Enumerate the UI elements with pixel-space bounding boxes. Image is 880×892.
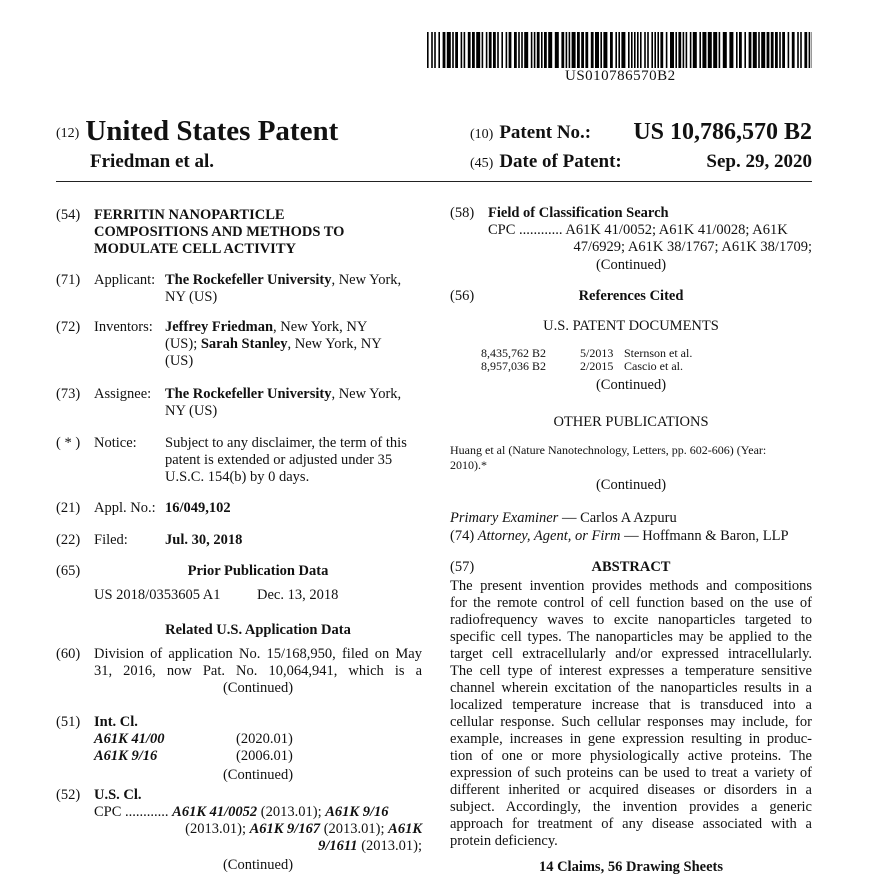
barcode-bar <box>443 32 446 68</box>
inventors-short: Friedman et al. <box>90 151 215 172</box>
publication-line: 2010).* <box>450 458 487 472</box>
barcode-bar <box>537 32 540 68</box>
barcode-bar <box>427 32 429 68</box>
section-appl-no <box>56 500 422 518</box>
code-51: (51) <box>56 714 81 730</box>
abstract-line: specific cell types. The nanoparticles may be applied to the <box>450 629 812 645</box>
barcode-bar <box>683 32 685 68</box>
barcode-bar <box>753 32 757 68</box>
barcode-bar <box>434 32 436 68</box>
abstract-line: tion of one or more physiologically active proteins. The <box>450 748 812 764</box>
patent-number-line <box>470 122 591 144</box>
section-int-cl <box>56 714 422 784</box>
filed-value: Jul. 30, 2018 <box>165 532 243 548</box>
field-search-line: CPC ............ A61K 41/0052; A61K 41/0028; A61K <box>488 222 788 238</box>
code-12: (12) <box>56 126 80 141</box>
barcode-bar <box>660 32 663 68</box>
barcode-bar <box>621 32 625 68</box>
patent-number-label: Patent No.: <box>499 122 592 143</box>
section-prior-pub <box>56 563 422 581</box>
section-title <box>56 207 422 257</box>
abstract-line: localized temperature increase that is transduced into a <box>450 697 812 713</box>
field-search-continued: (Continued) <box>595 257 667 273</box>
barcode-bar <box>804 32 807 68</box>
prior-pub-number: US 2018/0353605 A1 <box>94 587 221 603</box>
barcode-bar <box>577 32 580 68</box>
field-search-heading: Field of Classification Search <box>488 205 669 221</box>
notice-line: patent is extended or adjusted under 35 <box>165 452 393 468</box>
barcode-bar <box>699 32 701 68</box>
barcode-bar <box>618 32 620 68</box>
barcode-bar <box>723 32 727 68</box>
cpc-year: (2013.01); <box>185 821 250 837</box>
barcode-bar <box>472 32 475 68</box>
barcode-bar <box>782 32 785 68</box>
barcode-bar <box>544 32 547 68</box>
abstract-heading: ABSTRACT <box>591 559 671 575</box>
inventor-location: , New York, NY <box>273 319 368 335</box>
barcode-bar <box>657 32 659 68</box>
applicant-value <box>165 272 401 306</box>
us-cl-heading: U.S. Cl. <box>94 787 142 803</box>
barcode-bar <box>651 32 653 68</box>
barcode-bar <box>486 32 488 68</box>
barcode-bar <box>585 32 588 68</box>
section-applicant <box>56 272 422 308</box>
inventor-country: (US); <box>165 336 201 352</box>
cpc-class: A61K <box>388 821 422 837</box>
assignee-country: NY (US) <box>165 403 218 419</box>
section-abstract <box>450 559 812 577</box>
barcode-bar <box>431 32 433 68</box>
code-74: (74) <box>450 528 475 544</box>
barcode-bar <box>779 32 781 68</box>
int-cl-continued: (Continued) <box>222 767 294 783</box>
abstract-line: protein deficiency. <box>450 833 558 849</box>
barcode-bar <box>775 32 778 68</box>
code-65: (65) <box>56 563 81 579</box>
barcode-bar <box>461 32 463 68</box>
date-of-patent: Sep. 29, 2020 <box>706 151 812 172</box>
cpc-class: 9/1611 <box>318 838 358 854</box>
barcode-bar <box>739 32 742 68</box>
citation-number: 8,435,762 B2 <box>481 346 547 360</box>
barcode-bar <box>758 32 760 68</box>
inventor-location: , New York, NY <box>287 336 382 352</box>
barcode-bar <box>476 32 480 68</box>
code-60: (60) <box>56 646 81 662</box>
patent-number: US 10,786,570 B2 <box>633 119 812 145</box>
header-divider <box>56 181 812 182</box>
barcode-bar <box>493 32 496 68</box>
examiner-name: — Carlos A Azpuru <box>558 510 677 526</box>
barcode-bar <box>534 32 536 68</box>
section-field-search <box>450 205 812 275</box>
related-continued: (Continued) <box>222 680 294 696</box>
related-text <box>94 646 422 680</box>
primary-examiner <box>450 510 677 527</box>
barcode-bar <box>631 32 633 68</box>
prior-pub-date: Dec. 13, 2018 <box>257 587 339 603</box>
code-72: (72) <box>56 319 81 335</box>
applicant-location: , New York, <box>331 272 402 288</box>
section-related <box>56 646 422 698</box>
barcode-bar <box>569 32 571 68</box>
assignee-name: The Rockefeller University <box>165 386 332 402</box>
barcode-bar <box>708 32 712 68</box>
cpc-class: A61K 9/167 <box>249 821 321 837</box>
patent-title-heading: United States Patent <box>85 115 339 147</box>
us-cl-line1 <box>94 804 422 821</box>
barcode-bar <box>719 32 721 68</box>
other-publications-continued: (Continued) <box>595 477 667 493</box>
barcode-bar <box>686 32 688 68</box>
barcode-bar <box>555 32 559 68</box>
notice-line: Subject to any disclaimer, the term of this <box>165 435 407 451</box>
other-publication <box>450 443 812 473</box>
barcode-bar <box>693 32 697 68</box>
abstract-line: cellular response. Such cellular responses may include, for <box>450 714 812 730</box>
us-cl-continued: (Continued) <box>222 857 294 873</box>
barcode-bar <box>455 32 458 68</box>
barcode-bar <box>615 32 617 68</box>
inventors-label: Inventors: <box>94 319 153 335</box>
barcode-bar <box>644 32 646 68</box>
abstract-line: The cell type of interest expresses a temperature sensitive <box>450 663 812 679</box>
notice-text <box>165 435 407 486</box>
date-of-patent-label: Date of Patent: <box>499 151 622 172</box>
barcode-bar <box>497 32 499 68</box>
barcode-bar <box>670 32 674 68</box>
assignee-location: , New York, <box>331 386 402 402</box>
citation-date: 5/2013 <box>580 346 614 360</box>
barcode-bar <box>468 32 471 68</box>
inventor-name: Sarah Stanley <box>200 336 288 352</box>
date-of-patent-line <box>470 151 622 173</box>
barcode-bar <box>800 32 802 68</box>
barcode-image <box>427 32 812 68</box>
barcode-bar <box>637 32 639 68</box>
applicant-name: The Rockefeller University <box>165 272 332 288</box>
cpc-class: A61K 9/16 <box>325 804 389 820</box>
code-57: (57) <box>450 559 475 575</box>
barcode-bar <box>566 32 568 68</box>
barcode-bar <box>541 32 543 68</box>
cpc-label: CPC ............ <box>94 804 169 820</box>
us-patent-documents-heading: U.S. PATENT DOCUMENTS <box>543 318 719 334</box>
section-assignee <box>56 386 422 422</box>
barcode-bar <box>736 32 738 68</box>
barcode-bar <box>797 32 799 68</box>
applicant-country: NY (US) <box>165 289 218 305</box>
barcode-bar <box>654 32 656 68</box>
int-cl-version: (2006.01) <box>236 748 293 764</box>
section-inventors <box>56 319 422 371</box>
barcode-bar <box>482 32 484 68</box>
barcode-bar <box>464 32 466 68</box>
citation-name: Cascio et al. <box>624 359 683 373</box>
code-54: (54) <box>56 207 81 223</box>
field-search-line: 47/6929; A61K 38/1767; A61K 38/1709; <box>573 239 812 255</box>
barcode-bar <box>744 32 746 68</box>
code-56: (56) <box>450 288 475 304</box>
us-cl-line3 <box>167 838 422 855</box>
claims-summary: 14 Claims, 56 Drawing Sheets <box>538 859 724 875</box>
barcode-bar <box>610 32 613 68</box>
barcode-bar <box>788 32 790 68</box>
abstract-text <box>450 578 812 850</box>
int-cl-class: A61K 41/00 <box>94 731 165 747</box>
section-us-cl <box>56 787 422 877</box>
appl-no-value: 16/049,102 <box>165 500 231 516</box>
barcode-bar <box>666 32 668 68</box>
title-line: COMPOSITIONS AND METHODS TO <box>94 224 345 240</box>
barcode-bar <box>518 32 520 68</box>
applicant-label: Applicant: <box>94 272 156 288</box>
barcode-bar <box>729 32 733 68</box>
barcode-bar <box>809 32 811 68</box>
abstract-line: target cell extracellularly and/or expressed intracellularly. <box>450 646 812 662</box>
attorney-label: Attorney, Agent, or Firm <box>477 528 621 544</box>
patent-title <box>94 207 344 258</box>
examiner-label: Primary Examiner <box>450 510 559 526</box>
barcode-bar <box>501 32 503 68</box>
barcode-bar <box>561 32 564 68</box>
publication-number: US010786570B2 <box>565 68 676 84</box>
barcode-bar <box>447 32 451 68</box>
barcode-bar <box>531 32 533 68</box>
code-notice: ( * ) <box>56 435 81 451</box>
barcode-bar <box>572 32 576 68</box>
abstract-line: example, increases in gene expression resulting in produc- <box>450 731 812 747</box>
assignee-label: Assignee: <box>94 386 152 402</box>
barcode-bar <box>771 32 774 68</box>
barcode-bar <box>591 32 594 68</box>
barcode-bar <box>702 32 706 68</box>
related-heading: Related U.S. Application Data <box>165 622 351 638</box>
title-line: FERRITIN NANOPARTICLE <box>94 207 285 223</box>
barcode-bar <box>509 32 512 68</box>
barcode-bar <box>678 32 681 68</box>
related-line: 31, 2016, now Pat. No. 10,064,941, which is a <box>94 663 422 679</box>
barcode-bar <box>628 32 630 68</box>
other-publications-heading: OTHER PUBLICATIONS <box>553 414 709 430</box>
barcode-bar <box>767 32 770 68</box>
abstract-line: radiofrequency waves to excite nanoparticles targeted to <box>450 612 812 628</box>
int-cl-class: A61K 9/16 <box>94 748 158 764</box>
abstract-line: The present invention provides methods and compositions <box>450 578 812 594</box>
code-73: (73) <box>56 386 81 402</box>
barcode-bar <box>792 32 795 68</box>
related-line: Division of application No. 15/168,950, filed on May <box>94 646 422 662</box>
assignee-value <box>165 386 401 420</box>
barcode-bar <box>603 32 607 68</box>
us-cl-line2 <box>167 821 422 838</box>
barcode-bar <box>524 32 528 68</box>
barcode-bar <box>548 32 552 68</box>
barcode-bar <box>438 32 440 68</box>
citation-number: 8,957,036 B2 <box>481 359 547 373</box>
references-heading: References Cited <box>578 288 684 304</box>
notice-label: Notice: <box>94 435 137 451</box>
code-52: (52) <box>56 787 81 803</box>
patent-citations <box>481 347 781 377</box>
document-type-title <box>56 115 338 148</box>
abstract-line: expression of such proteins can be used to treat a variety of <box>450 765 812 781</box>
abstract-line: different inherited or acquired diseases or disorders in a <box>450 782 812 798</box>
barcode-bar <box>647 32 649 68</box>
code-21: (21) <box>56 500 81 516</box>
inventors-value <box>165 319 382 370</box>
cpc-year: (2013.01); <box>320 821 389 837</box>
abstract-line: subject. Accordingly, the invention provides a generic <box>450 799 812 815</box>
barcode-bar <box>690 32 692 68</box>
filed-label: Filed: <box>94 532 128 548</box>
barcode-bar <box>506 32 508 68</box>
section-filed <box>56 532 422 550</box>
citation-name: Sternson et al. <box>624 346 693 360</box>
barcode-bar <box>749 32 752 68</box>
barcode-bar <box>675 32 677 68</box>
cpc-year: (2013.01); <box>357 838 422 854</box>
section-notice <box>56 435 422 487</box>
attorney-name: — Hoffmann & Baron, LLP <box>620 528 789 544</box>
barcode-bar <box>452 32 454 68</box>
barcode-bar <box>514 32 517 68</box>
inventor-name: Jeffrey Friedman <box>165 319 274 335</box>
citation-date: 2/2015 <box>580 359 614 373</box>
appl-no-label: Appl. No.: <box>94 500 156 516</box>
code-10: (10) <box>470 127 494 142</box>
section-references <box>450 288 812 306</box>
barcode-bar <box>521 32 523 68</box>
code-71: (71) <box>56 272 81 288</box>
barcode-bar <box>713 32 717 68</box>
barcode-bar <box>600 32 602 68</box>
abstract-line: approach for treatment of any disease associated with a <box>450 816 812 832</box>
cpc-class: A61K 41/0052 <box>172 804 258 820</box>
prior-pub-heading: Prior Publication Data <box>187 563 329 579</box>
code-22: (22) <box>56 532 81 548</box>
barcode-bar <box>489 32 492 68</box>
int-cl-heading: Int. Cl. <box>94 714 138 730</box>
abstract-line: channel wherein excitation of the nanoparticles results in a <box>450 680 812 696</box>
code-58: (58) <box>450 205 475 221</box>
barcode-bar <box>634 32 636 68</box>
attorney <box>450 528 789 545</box>
int-cl-version: (2020.01) <box>236 731 293 747</box>
code-45: (45) <box>470 156 494 171</box>
barcode-bar <box>640 32 642 68</box>
inventor-country: (US) <box>165 353 194 369</box>
abstract-line: for the remote control of cell function based on the use of <box>450 595 812 611</box>
publication-line: Huang et al (Nature Nanotechnology, Letters, pp. 602-606) (Year: <box>450 443 767 457</box>
barcode-bar <box>581 32 584 68</box>
barcode-bar <box>761 32 765 68</box>
references-continued: (Continued) <box>595 377 667 393</box>
notice-line: U.S.C. 154(b) by 0 days. <box>165 469 310 485</box>
cpc-year: (2013.01); <box>257 804 326 820</box>
title-line: MODULATE CELL ACTIVITY <box>94 241 296 257</box>
barcode-bar <box>595 32 599 68</box>
